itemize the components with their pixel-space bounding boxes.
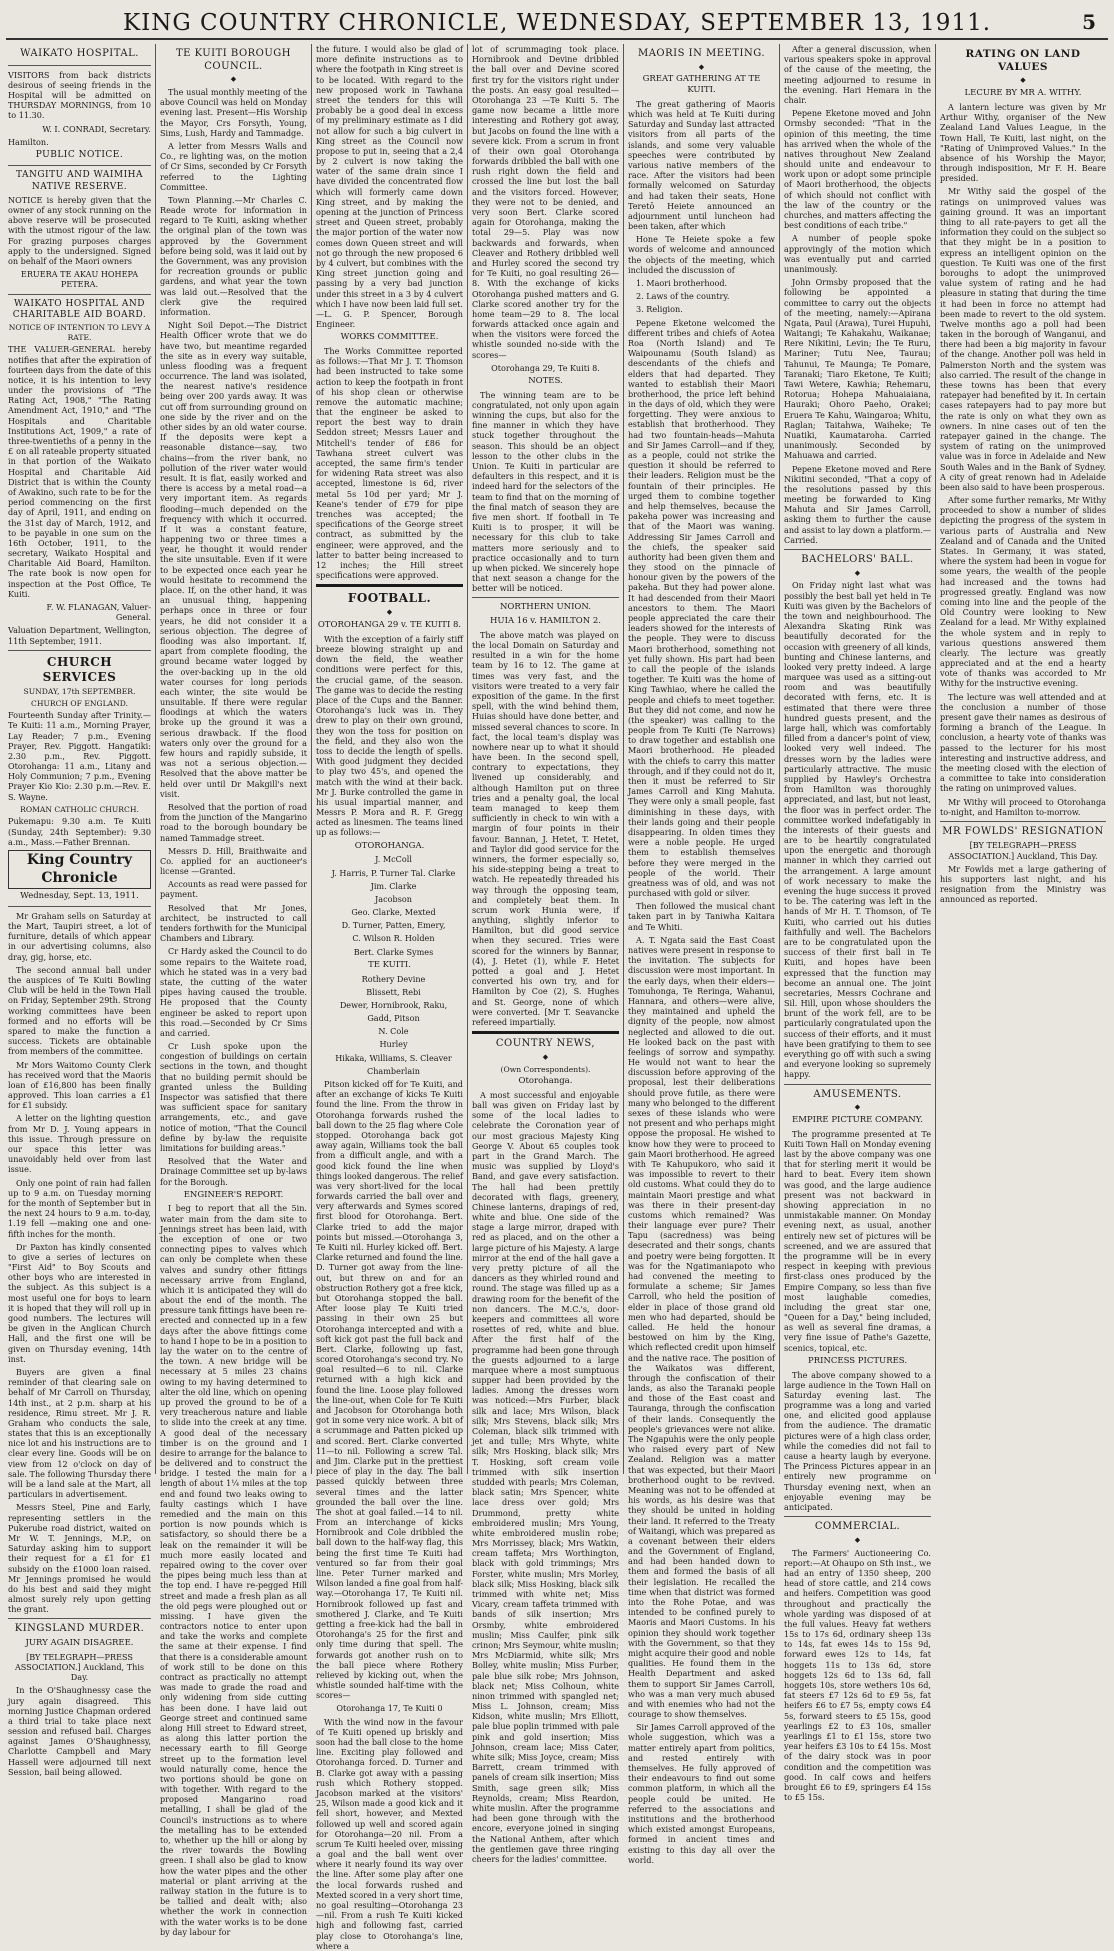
column-3: [316, 44, 463, 1951]
column-2: [160, 44, 307, 1937]
engineer-report-continued: the future. I would also be glad of more definite instructions as to where the footpath in King street is to be located. With regard to the new proposed work in Tawhana street the tenders for this will probably be a good deal in excess of my preliminary estimate as I did not allow for such a big culvert in King street as the Council now propose to put in, seeing that a 2,4 by 2 culvert is now taking the water of the same drain since I have divided the concentrated flow which will formerly came down King street, and by making the opening at the junction of Princess street and Queen street, probably the major portion of the water now comes down Queen street and will not go through the new proposed 6 by 4 culvert, but combines with the King street junction going and passing by a very bad junction under this street in a 3 by 4 culvert which I have now been laid full set.—L. G. P. Spencer, Borough Engineer.: [316, 44, 463, 330]
divider: [784, 1084, 931, 1085]
match-heading: OTOROHANGA 29 v. TE KUITI 8.: [317, 620, 462, 631]
resignation-text: Mr Fowlds met a large gathering of his supporters last night, and his resignation from the Ministry was announced as reported.: [940, 863, 1106, 905]
column-rule: [623, 44, 624, 1474]
maori-list-item: 1. Maori brotherhood.: [636, 278, 728, 288]
column-rule: [311, 44, 312, 1474]
ornament: ◆: [698, 62, 705, 71]
public-notice-heading: PUBLIC NOTICE.: [35, 149, 124, 160]
levy-signature: F. W. FLANAGAN, Valuer-General.: [46, 602, 151, 623]
bachelors-text: On Friday night last what was possibly the best ball yet held in Te Kuiti was given by the Bachelors of the town and neighbourhood. The Alexandra Skating Rink was beautifully decorated for the occasion with greenery of all kinds, bunting and Chinese lanterns, and looked very pretty indeed. A large marquee was used as a sitting-out room and was beautifully decorated with ferns, etc. It is estimated that there were three hundred guests present, and the large hall, which was comfortably filled from a dancer's point of view, looked very well indeed. The dresses worn by the ladies were particularly attractive. The music supplied by Hawley's Orchestra from Hamilton was thoroughly appreciated, and last, but not least, the floor was in perfect order. The committee worked indefatigably in the interests of their guests and are to be heartily congratulated upon the energetic and thorough manner in which they carried out the arrangement. A large amount of work necessary to make the evening the huge success it proved to be. The catering was left in the hands of Mr H. T. Thomson, of Te Kuiti, who carried out his duties faithfully and well. The Bachelors are to be congratulated upon the success of their first ball in Te Kuiti, and hopes have been expressed that the function may become an annual one. The joint secretaries, Messrs Cochrane and Sil. Hill, upon whose shoulders the brunt of the work fell, are to be particularly congratulated upon the success of their efforts, and it must have been gratifying to them to see everything go off with such a swing and everyone looking so supremely happy.: [784, 580, 931, 1080]
levy-heading: NOTICE OF INTENTION TO LEVY A RATE.: [8, 323, 151, 342]
ornament: ◆: [1020, 76, 1026, 85]
team-line: C. Wilson R. Holden: [352, 933, 435, 944]
council-heading: TE KUITI BOROUGH COUNCIL.: [175, 48, 292, 72]
otorohanga-text: A most successful and enjoyable ball was given on Friday last by some of the local ladies to celebrate the Coronation year of our most gracious Majesty King George V. About 65 couples took part in the Grand March. The music was supplied by Lloyd's Band, and gave every satisfaction. The hall had been prettily decorated with flags, greenery, Chinese lanterns, drapings of red, white and blue. One side of the stage a large mirror, draped with red as placed, and on the other a large picture of his Majesty. A large mirror at the end of the hall gave a very pretty picture of all the dancers as they whirled round and round. The stage was filled up as a drawing room for the benefit of the non dancers. The M.C.'s, door-keepers and committees all wore rosettes of red, white and blue. After the first half of the programme had been gone through the guests adjourned to a large marquee where a most sumptuous supper had been provided by the ladies. Among the dresses worn was noticed:—Mrs Furber, black silk and lace; Mrs Wilson, black silk; Mrs Stevens, black silk; Mrs Coleman, black silk trimmed with jet and tulle; Mrs Whyte, white silk; Mrs Hosking, black silk; Mrs T. Hosking, soft cream voile trimmed with silk insertion studded with pearls; Mrs Coleman, black satin; Mrs Spencer, white lace dress over gold; Mrs Drummond, pretty white embroidered muslin; Mrs Young, white embroidered muslin robe; Mrs Morrissey, black; Mrs Watkin, cream taffeta; Mrs Worthington, black with gold trimmings; Mrs Forster, white muslin; Mrs Morley, black silk; Miss Hosking, black silk trimmed with white net; Miss Vicary, cream taffeta trimmed with bands of silk insertion; Mrs Orsmby, white embroidered muslin; Miss Caulfer, pink silk crinon; Mrs Seymour, white muslin; Mrs McDiarmid, white silk; Mrs Bolley, white muslin; Miss Furber, pale blue silk robe; Mrs Johnson, black net; Miss Colhoun, white ninon trimmed with spangled net; Miss L. Johnson, cream; Miss Kidson, white muslin; Mrs Elliott, pale blue poplin trimmed with pale pink and gold insertion; Miss Johnson, cream lace; Miss Cater, white silk; Miss Joyce, cream; Miss Barrett, cream trimmed with panels of cream silk insertion; Miss Smith, sage green silk; Miss Reynolds, cream; Miss Reardon, white muslin. After the programme had been gone through with the encore, everyone joined in singing the National Anthem, after which the gentlemen gave three ringing cheers for the ladies' committee.: [472, 1089, 619, 1864]
maori-list-item: 3. Religion.: [636, 304, 683, 315]
maori-paragraph: Then followed the musical chant taken part in by Taniwha Kaitara and Te Whiti.: [628, 901, 775, 932]
news-paragraph: Only one point of rain had fallen up to 9 a.m. on Tuesday morning for the month of September but in the next 24 hours to 9 a.m. to-day, 1.19 fell —making one and one-fifth inches for the month.: [8, 1177, 151, 1239]
council-paragraph: The usual monthly meeting of the above Council was held on Monday evening last. Present—His Worship the Mayor, Crs Forsyth, Young, Sims, Lush, Hardy and Tammadge.: [160, 87, 307, 138]
column-4: [472, 44, 619, 1864]
column-rule: [155, 44, 156, 1474]
council-paragraph: Cr Lush spoke upon the congestion of buildings on certain sections in the town, and thought that no building permit should be granted unless the Building Inspector was satisfied that there was sufficient space for sanitary arrangements, etc., and gave notice of motion, "That the Council define by by-law the requisite limitations for building areas.": [160, 1041, 307, 1153]
team-line: Chamberlain: [367, 1065, 420, 1076]
hospital-signature: W. I. CONRADI, Secretary.: [42, 123, 151, 134]
notes-heading: NOTES.: [528, 376, 563, 386]
column-1: [8, 44, 151, 1777]
meeting-paragraph: A number of people spoke approvingly of the motion which was eventually put and carried unanimously.: [784, 233, 931, 274]
council-paragraph: Night Soil Depot.—The District Health Officer wrote that we do have two, but meantime regarded the site as in every way suitable, unless flooding was a frequent occurrence. The land was isolated, the nearest native's residence being over 200 yards away. It was cut off from surrounding ground on one side by the river and on the other sides by an old water course. If the deposits were kept a reasonable distance—say, two chains—from the river bank, no pollution of the river water would result. It is flat, easily worked and there is access by a metal road—a very important item. As regards flooding—much depended on the frequency with which it occurred. If it was a constant feature, happening two or three times a year, he thought it would render the site unsuitable. Even if it were to be expected once each year he would hesitate to recommend the place. If, on the other hand, it was an unusual thing, happening perhaps once in three or four years, he did not consider it a serious objection. The degree of flooding was also important. If, apart from complete flooding, the ground became water logged by the over-backing up in the old water courses for long periods each winter, the site would be unsuitable. If there were regular floodings at which the waters broke up the ground it was a serious drawback. If the flood waters only over the ground for a few hours and rapidly subside, it was not a serious objection.—Resolved that the above matter be held over until Dr Makgill's next visit.: [160, 320, 307, 799]
council-paragraph: Messrs D. Hill, Braithwaite and Co. applied for an auctioneer's license —Granted.: [160, 845, 307, 877]
council-paragraph: Resolved that the Water and Drainage Committee set up by-laws for the Borough.: [160, 1156, 307, 1187]
team-line: Jacobson: [375, 893, 412, 904]
rating-paragraph: Mr Withy said the gospel of the ratings on unimproved values was gaining ground. It was an important thing to all rate-payers to get all the information they could on the subject so that they might be in a position to express an intelligent opinion on the question. Te Kuiti was one of the first boroughs to adopt the unimproved value system of rating and he had pleasure in stating that during the time it had been in force no attempt had been made to revert to the old system. Twelve months ago a poll had been taken in the borough of Wanganui, and there had been a big majority in favour of the change. Another poll was held in Palmerston North and the system was also carried. The result of the change in these towns has been that every ratepayer had benefited by it. In certain cases ratepayers had to pay more but the rate is only on what they own as owners. In nine cases out of ten the ratepayer gained in the change. The system of rating on the unimproved value was in force in Adelaide and New South Wales and in the Bank of Sydney. A city of great renown had in Adelaide been also said to have been prosperous.: [940, 186, 1106, 492]
england-heading: CHURCH OF ENGLAND.: [31, 698, 128, 708]
princess-text: The above company showed to a large audience in the Town Hall on Saturday evening last. The programme was a long and varied one, and elicited good applause from the audience. The dramatic pictures were of a high class order, while the comedies did not fail to cause a hearty laugh by everyone. The Princess Pictures appear in an entirely new programme on Thursday evening next, when an enjoyable evening may be anticipated.: [784, 1369, 931, 1512]
ornament: ◆: [542, 1052, 549, 1061]
team-line: N. Cole: [378, 1026, 409, 1037]
empire-heading: EMPIRE PICTURE COMPANY.: [792, 1115, 923, 1125]
council-paragraph: Resolved that Mr Jones, architect, be instructed to call tenders forthwith for the Municipal Chambers and Library.: [160, 902, 307, 944]
team-line: Gadd, Pitson: [367, 1013, 420, 1024]
divider: [472, 597, 619, 598]
jury-text: In the O'Shaughnessy case the jury again disagreed. This morning Justice Chapman ordered a third trial to take place next session and refused bail. Charges against James O'Shaughnessy, Charlotte Campbell and Mary Hassell were adjourned till next Session, bail being allowed.: [8, 1685, 151, 1777]
catholic-text: Pukemapu: 9.30 a.m. Te Kuiti (Sunday, 24th September): 9.30 a.m., Mass.—Father Brennan.: [8, 816, 151, 847]
union-report: The above match was played on the local Domain on Saturday and resulted in a win for the home team by 16 to 12. The game at times was very fast, and the visitors were treated to a very fair exposition of the game. In the first spell, with the wind behind them, Huias should have done better, and missed several chances to score. In fact, the local team's display was nowhere near up to what it should have been. In the second spell, contrary to expectations, they livened up considerably, and although Hamilton put on three tries and a penalty goal, the local team managed to keep them sufficiently in check to win with a margin of four points in their favour. Bannan, J. Hetet, T. Hetet, and Taylor did good service for the winners, the former especially so, his side-stepping being a treat to watch. He repeatedly threaded his way through the opposing team, and completely beat them. In scrum work Hunia were, if anything, slightly inferior to Hamilton, but did good service when they secured. Tries were scored for the winners by Bannar, (4), J. Hetet (1), while F. Hetet potted a goal and J. Hetet converted his own try, and for Hamilton by Coe (2), S. Hughes and St. George, none of which were converted. [Mr T. Seavancke refereed impartially.: [472, 629, 619, 1027]
news-paragraph: A letter on the lighting question from Mr D. J. Young appears in this issue. Through pressure on our space this letter was unavoidably held over from last issue.: [8, 1113, 151, 1175]
match-report: Pitson kicked off for Te Kuiti, and after an exchange of kicks Te Kuiti found the line. From the throw in Otorohanga forwards rushed the ball down to the 25 flag where Cole stopped. Otorohanga back got away again, Williams took the ball from a difficult angle, and with a good kick found the line when things looked dangerous. The relief was very short-lived for the local forwards carried the ball over and very afterwards and Symes scored first blood for Otorohanga. Bert. Clarke tried to add the major points but missed.—Otorohanga 3, Te Kuiti nil. Hurley kicked off. Bert. Clarke returned and found the line. D. Turner got away from the line-out, but threw on and for an obstruction Rothery got a free kick, but Otorohanga stopped the ball. After loose play Te Kuiti tried passing in their own 25 but Otorohanga intercepted and with a soft kick got past the full back and Bert. Clarke, following up fast, scored Otorohanga's second try. No goal resulted—6 to nil. Clarke returned with a high kick and found the line. Loose play followed the line-out, when Cole for Te Kuiti and Jacobson for Otorohanga both got in some very nice work. A bit of a scrummage and Patten picked up and scored. Bert. Clarke converted 11—to nil. Following a screw Tal. and Jim. Clarke put in the prettiest piece of play in the day. The ball passed quickly between three several times and the latter grounded the ball over the line. The shot at goal failed.—14 to nil. From an interchange of kicks Hornibrook and Cole dribbled the ball down to the half-way flag, this being the first time Te Kuiti had ventured so far from their goal line. Peter Turner marked and Wilson landed a fine goal from half-way.—Otorohanga 17, Te Kuiti nil. Hornibrook followed up fast and smothered J. Clarke, and Te Kuiti getting a free-kick had the ball in Otorohanga's 25 for the first and only time during that spell. The forwards got another rush on to the ball piece where Rothery relieved by kicking out, when the whistle sounded half-time with the scores—: [316, 1079, 463, 1701]
maori-paragraph: Hone Te Heiete spoke a few words of welcome and announced the objects of the meeting, which included the discussion of: [628, 234, 775, 275]
hospital-place: Hamilton.: [8, 136, 49, 147]
team-line: J. Harris, P. Turner Tal. Clarke: [331, 867, 456, 878]
news-paragraph: Dr Paxton has kindly consented to give a series of lectures on "First Aid" to Boy Scouts and other boys who are interested in the subject. As this subject is a most useful one for boys to learn it is hoped that they will roll up in good numbers. The lectures will be given in the Anglican Church Hall, and the first one will be given on Thursday evening, 14th inst.: [8, 1241, 151, 1364]
rating-paragraph: The lecture was well attended and at the conclusion a number of those present gave their names as desirous of forming a branch of the League. In conclusion, a hearty vote of thanks was passed to the lecturer for his most interesting and instructive address, and the meeting closed with the election of a committee to take into consideration the rating on unimproved values.: [940, 691, 1106, 794]
paper-name: King Country Chronicle: [8, 850, 151, 889]
princess-heading: PRINCESS PICTURES.: [807, 1355, 908, 1366]
engineer-heading: ENGINEER'S REPORT.: [183, 1189, 284, 1200]
resignation-byline: [BY TELEGRAPH—PRESS ASSOCIATION.] Auckland, This Day.: [948, 840, 1098, 861]
news-paragraph: Mr Graham sells on Saturday at the Mart, Taupiri street, a lot of furniture, details of which appear in our advertising columns, also dray, gig, horse, etc.: [8, 910, 151, 962]
union-match-heading: HUIA 16 v. HAMILTON 2.: [490, 616, 601, 627]
divider: [8, 650, 151, 651]
tangitu-signature: ERUERA TE AKAU HOHEPA PETERA.: [20, 269, 139, 290]
church-date: SUNDAY, 17th SEPTEMBER.: [23, 687, 136, 697]
maori-paragraph: A. T. Ngata said the East Coast natives were present in response to the invitation. The subjects for discussion were most important. In the early days, when their elders—Tomuhonga, Te Reringa, Wahanui, Hannara, and others—were alive, they maintained and upheld the dignity of the people, now almost neglected and allowed to die out. He looked back on the past with feelings of sorrow and sympathy. He would not want to hear the discussion before approving of the proposal, lest their deliberations should prove futile, as there were many who belonged to the different sexes of these islands who were not present and who perhaps might oppose the proposal. He wished to know how they were to proceed to gain Maori brotherhood. He agreed with Te Kahupukoro, who said it was impossible to revert to their old customs. What could they do to maintain Maori prestige and what was there in their present-day customs which remained? Was their language ever pure? Their Tapu (sacredness) was being desecrated and their songs, chants and poetry were being forgotten. It was for the Ngatimaniapoto who had convened the meeting to formulate a scheme; Sir James Carroll, who held the position of elder in place of those grand old men who had departed, should be called. He held the honour bestowed on him by the King, which reflected credit upon himself and the native race. The position of the Waikatos was different, through the confiscation of their lands, as also the Taranaki people and those of the East coast and Tauranga, through the confiscation of their lands. Consequently the people's grievances were not alike. The Ngapuhis were the only people who raised every part of New Zealand. Religion was a matter that was expected, but their Maori brotherhood ought to be revived. Meaning was not to be offended at his words, as his desire was that they should be united in holding their land. It referred to the Treaty of Waitangi, which was prepared as a covenant between their elders and the Government of England, and had been handed down to them and formed the basis of all their legislation. He recalled the time when that district was formed into the Rohe Potae, and was intended to be confined purely to Maoris and Maori Customs. In his opinion they should work together with the Government, so that they might acquire their good and noble qualities. He found them in the Health Department and asked them to support Sir James Carroll, who was a man very much abused and with enemies who had not the courage to show themselves.: [628, 934, 775, 1720]
catholic-heading: ROMAN CATHOLIC CHURCH.: [20, 804, 139, 814]
team-line: Jim. Clarke: [370, 880, 417, 891]
jury-heading: JURY AGAIN DISAGREE.: [25, 1638, 134, 1649]
amusements-heading: AMUSEMENTS.: [813, 1088, 902, 1100]
column-rule: [935, 44, 936, 1474]
team-line: Rothery Devine: [361, 973, 426, 984]
team-line: Bert. Clarke Symes: [353, 946, 434, 957]
works-heading: WORKS COMMITTEE.: [340, 332, 439, 343]
tangitu-heading: TANGITU AND WAIMIHA NATIVE RESERVE.: [15, 170, 143, 192]
england-text: Fourteenth Sunday after Trinity.—Te Kuiti: 11 a.m., Morning Prayer, Lay Reader; 7 p.m., Evening Prayer, Rev. Piggott. Hangatiki: 2.30 p.m., Rev. Piggott. Otorohanga: 11 a.m., Litany and Holy Communion; 7 p.m., Evening Prayer Kio Kio: 2.30 p.m.—Rev. E. S. Wayne.: [8, 710, 151, 802]
council-paragraph: A letter from Messrs Walls and Co., re lighting was, on the motion of Cr Sims, seconded by Cr Forsyth referred to the Lighting Committee.: [160, 140, 307, 192]
column-7: [940, 44, 1106, 1474]
match-report-continued: lot of scrummaging took place. Hornibrook and Devine dribbled the ball over and Devine scored first try for the visitors right under the posts. An easy goal resulted—Otorohanga 23 —Te Kuiti 5. The game now became a little more interesting and Rothery got away, but Jacobs on found the line with a severe kick. From a scrum in front of their own goal Otorohanga forwards dribbled the ball with one rush right down the field and crossed the line but lost the ball and the visitors forced. However, they were not to be denied, and very soon Bert. Clarke scored again for Otorohanga, making the total 29—5. Play was now backwards and forwards, when Cleaver and Rothery dribbled well and Hurley scored the second try for Te Kuiti, no goal resulting 26—8. With the exchange of kicks Otorohanga pushed matters and G. Clarke scored another try for the home team—29 to 8. The local forwards attacked once again and when the visitors were forced the whistle sounded no-side with the scores—: [472, 44, 619, 360]
otorohanga-team-heading: OTOROHANGA.: [354, 840, 425, 851]
section-rule: [472, 1031, 619, 1034]
meeting-paragraph: Pepene Eketone moved and John Ormsby seconded: "That in the opinion of this meeting, the time has arrived when the whole of the natives throughout New Zealand should unite and endeavour to work upon or adopt some principle of Maori brotherhood, the objects of which should not conflict with the law of the country or the churches, and matters affecting the best conditions of each tribe.": [784, 108, 931, 231]
levy-place: Valuation Department, Wellington, 11th September, 1911.: [8, 625, 151, 646]
ornament: ◆: [854, 568, 861, 577]
charitable-heading: WAIKATO HOSPITAL AND CHARITABLE AID BOARD.: [12, 298, 147, 320]
paper-date: Wednesday, Sept. 13, 1911.: [20, 891, 139, 902]
hospital-heading: WAIKATO HOSPITAL.: [20, 48, 139, 59]
bachelors-heading: BACHELORS' BALL.: [801, 554, 914, 565]
meeting-paragraph: After a general discussion, when various speakers spoke in approval of the cause of the meeting, the meeting adjourned to resume in the evening. Hari Hemara in the chair.: [784, 44, 931, 105]
masthead-rule: [6, 38, 1108, 40]
divider: [8, 1618, 151, 1619]
divider: [8, 165, 151, 166]
council-paragraph: Cr Hardy asked the Council to do some repairs to the Waitete road, which he stated was in a very bad state, the cutting of the water pipes having caused the trouble. He proposed that the County engineer be asked to report upon this road.—Seconded by Cr Sims and carried.: [160, 946, 307, 1038]
maori-list-item: 2. Laws of the country.: [636, 291, 730, 302]
divider: [8, 65, 151, 66]
meeting-paragraph: Pepene Eketone moved and Rere Nikitini seconded, "That a copy of the resolutions passed by this meeting be forwarded to King Mahuta and Sir James Carroll, asking them to further the cause and assist to lay down a platform.—Carried.: [784, 463, 931, 545]
notes-text: The winning team are to be congratulated, not only upon again winning the cups, but also for the fine manner in which they have stuck together throughout the season. This should be an object lesson to the other clubs in the Union. Te Kuiti in particular are defaulters in this respect, and it is indeed hard for the selectors of the team to find that on the morning of the final match of season they are five men short. If football in Te Kuiti is to prosper, it will be necessary for this club to take matters more seriously and to practice occasionally and to turn up when picked. We sincerely hope that next season a change for the better will be noticed.: [472, 389, 619, 594]
divider: [784, 549, 931, 550]
section-rule: [316, 584, 463, 587]
team-line: Geo. Clarke, Mexted: [351, 907, 436, 918]
rating-paragraph: After some further remarks, Mr Withy proceeded to show a number of slides depicting the progress of the system in various parts of Australia and New Zealand and of Canada and the United States. In Germany, it was stated, where the system had been in vogue for some years, the wealth of the people had increased and the towns had progressed greatly. England was now coming into line and the people of the Old Country were looking to New Zealand for a lead. Mr Withy explained the whole system and in reply to various questions answered them clearly. The lecture was greatly appreciated and at the end a hearty vote of thanks was accorded to Mr Withy for the instructive evening.: [940, 495, 1106, 689]
te-kuiti-team-heading: TE KUITI.: [368, 959, 411, 970]
second-half-report: With the wind now in the favour of Te Kuiti opened up briskly and soon had the ball close to the home line. Exciting play followed and Otorohanga forced. D. Turner and B. Clarke got away with a passing rush which Rothery stopped. Jacobson marked at the visitors' 25, Wilson made a good kick and it fell short, however, and Mexted followed up well and scored again for Otorohanga—20 nil. From a scrum Te Kuiti heeled over, missing a goal and the ball went over where it nearly found its way over the line. After some play after one the local forwards rushed and Mexted scored in a very short time, no goal resulting—Otorohanga 23—nil. From a rush Te Kuiti kicked high and following fast, carried play close to Otorohanga's line, where a: [316, 1716, 463, 1951]
hospital-text: VISITORS from back districts desirous of seeing friends in the Hospital will be admitted on THURSDAY MORNINGS, from 10 to 11.30.: [8, 69, 151, 121]
maori-paragraph: The great gathering of Maoris which was held at Te Kuiti during Saturday and Sunday last attracted visitors from all parts of the islands, and some very valuable speeches were contributed by various native members of the race. After the visitors had been formally welcomed on Saturday and had taken their seats, Hone Teretō Heiete announced an adjournment until luncheon had been taken, after which: [628, 98, 775, 232]
column-rule: [467, 44, 468, 1474]
halftime-score: Otorohanga 17, Te Kuiti 0: [336, 1703, 443, 1714]
levy-text: THE VALUER-GENERAL hereby notifies that after the expiration of fourteen days from the date of this notice, it is his intention to levy under the provisions of "The Rating Act, 1908," "The Rating Amendment Act, 1910," and "The Hospitals and Charitable Institutions Act, 1909," a rate of three-twentieths of a penny in the £ on all rateable property situated in that portion of the Waikato Hospital and Charitable Aid District that is within the County of Awakino, such rate to be for the period commencing on the first day of April, 1911, and ending on the 31st day of March, 1912, and to be payable in one sum on the 16th October, 1911, to the secretary, Waikato Hospital and Charitable Aid Board, Hamilton. The rate book is now open for inspection at the Post Office, Te Kuiti.: [8, 344, 151, 599]
rating-heading: RATING ON LAND VALUES: [965, 48, 1081, 74]
resignation-heading: MR FOWLDS' RESIGNATION: [942, 825, 1104, 837]
country-news-heading: COUNTRY NEWS,: [495, 1038, 596, 1050]
ornament: ◆: [854, 1103, 861, 1112]
team-line: Blissett, Rebi: [366, 986, 421, 997]
works-text: The Works Committee reported as follows:—That Mr J. T. Thomson had been instructed to take some action to keep the footpath in front of his shop clean or otherwise remove the automatic machine; that the engineer be asked to report the best way to drain Seddon street; Messrs Lauer and Mitchell's tender of £86 for Tawhana street culvert was accepted, the same firm's tender for widening Rata street was also accepted, limestone is 6d, river metal 5s 10d per yard; Mr J. Keane's tender of £79 for pipe trenches was accepted; the specifications of the George street contract, as submitted by the engineer, were approved, and the latter to batter being increased to 12 inches; the Hill street specifications were approved.: [316, 345, 463, 581]
country-news-sub: (Own Correspondents).: [500, 1064, 591, 1074]
final-score: Otorohanga 29, Te Kuiti 8.: [491, 362, 600, 373]
divider: [940, 821, 1106, 822]
otorohanga-heading: Otorohanga.: [518, 1076, 573, 1087]
news-paragraph: The second annual ball under the auspices of Te Kuiti Bowling Club will be held in the Town Hall on Friday, September 29th. Strong working committees have been formed and no efforts will be spared to make the function a success. Tickets are obtainable from members of the committee.: [8, 964, 151, 1057]
council-paragraph: Resolved that the portion of road from the junction of the Mangarino road to the borough boundary be named Tammadge street.: [160, 801, 307, 843]
masthead: [0, 0, 1114, 40]
news-paragraph: Messrs Steel, Pine and Early, representing settlers in the Pukerube road district, waited on Mr W. T. Jennings, M.P., on Saturday asking him to support their request for a £1 for £1 subsidy on the £1000 loan raised. Mr Jennings promised he would do his best and said they might almost surely rely upon getting the grant.: [8, 1502, 151, 1615]
jury-byline: [BY TELEGRAPH—PRESS ASSOCIATION.] Auckland, This Day.: [14, 1651, 145, 1683]
commercial-text: The Farmers' Auctioneering Co. report:—At Ohaupo on Sth inst., we had an entry of 1350 sheep, 200 head of store cattle, and 214 cows and heifers. Competition was good throughout and practically the whole yarding was disposed of at the full values. Heavy fat wethers 15s to 17s 6d, ordinary sheep 13s to 14s, fat ewes 14s to 15s 9d, forward ewes 12s to 14s, fat hoggets 11s to 13s 6d, store hoggets 12s 6d to 13s 6d, fall hoggets 10s, store wethers 10s 6d, fat steers £7 12s 6d to £9 5s, fat heifers £6 to £7 5s, empty cows £4 5s, forward steers to £5 15s, good yearlings £2 to £3 10s, smaller yearlings £1 to £1 15s, store two year heifers £3 10s to £4 15s. Most of the dairy stock was in poor condition and the competition was good. In calf cows and heifers brought £6 to £9, springers £4 15s to £5 15s.: [784, 1547, 931, 1803]
page-number: 5: [1082, 10, 1096, 34]
engineer-report: I beg to report that all the 5in. water main from the dam site to Jennings street has been laid, with the exception of one or two connecting pipes to valves which can only be complete when these valves and sundry other fittings necessary arrive from England, which it is anticipated they will do about the end of the month. The pressure tank fittings have been re-erected and connected up in a few days after the above fittings come to hand I hope to be in a position to lay the water on to the centre of the town. A new bridge will be necessary at 5 miles 23 chains owing to my having determined to alter the old line, which on opening up proved the ground to be of a very treacherous nature and liable to slide into the creek at any time. A good deal of the necessary timber is on the ground and I desire to arrange for the balance to be delivered and to construct the bridge. I tested the main for a length of about 1¼ miles at the top end and found two leaks owing to faulty castings which I have remedied and the main on this portion is now pounds which is satisfactory, so should there be a leak on the remainder it will be much more easily located and repaired owing to the cover over the pipes being much less than at the top end. I have re-pegged Hill street and made a fresh plan as all the old pegs were ploughed out or missing. I have given the contractors notice to enter upon and take the works and complete the same at their expense. I find that there is a considerable amount of work still to be done on this contract as practically no attempt was made to grade the road and only widening from side cutting has been done. I have laid out George street and continued same along Hill street to Edward street, as along this latter portion the necessary earth to fill George street up to the formation level would naturally come, hence the two portions should be gone on with together. With regard to the proposed Mangarino road metalling, I shall be glad of the Council's instructions as to where the metalling has to be extended to, whether up the hill or along by the river towards the Bowling green. I shall also be glad to know how the water pipes and the other material or plant arriving at the railway station in the future is to be tallied and dealt with; also whether the work in connection with the water works is to be done by day labour for: [160, 1203, 307, 1937]
maori-paragraph: Pepene Eketone welcomed the different tribes and chiefs of Aotea Roa (North Island) and Te Waipounamu (South Island) as descendants of the chiefs and elders that had departed. They wanted to establish their Maori brotherhood, the price left behind in the days of old, which they were forgetting. They were anxious to establish that brotherhood. They had two fountain-heads—Mahuta and Sir James Carroll—and if they, as a people, could not strike the question it should be referred to their leaders. Religion must be the fountain of their principles. He urged them to combine together and help themselves, because the pakeha power was increasing and that of the Maori was waning. Addressing Sir James Carroll and the chiefs, the speaker said authority had been given them and they stood on the pinnacle of honour given by the powers of the pakeha. But they had power alone. It had descended from their Maori ancestors to them. The Maori people appreciated the care their leaders showed for the interests of the people. They were to discuss Maori brotherhood, something not yet fully shown. His part had been to call the people of the islands together. Te Kuiti was the home of King Tawhiao, where he called the people and chiefs to meet together. But they did not come, and now he (the speaker) was calling to the people from Te Kuiti (Te Narrows) to draw together and establish one Maori brotherhood. He pleaded with the chiefs to carry this matter through, and if they could not do it, then it must be referred to Sir James Carroll and King Mahuta. They were only a small people, fast diminishing in these days, with their lands going and their people disappearing. In olden times they were a noble people. He urged them to establish themselves before they were merged in the people of the world. Their greatness was of old, and was not purchased with gold or silver.: [628, 317, 775, 899]
rating-paragraph: A lantern lecture was given by Mr Arthur Withy, organiser of the New Zealand Land Values League, in the Town Hall, Te Kuiti, last night, on the "Rating of Unimproved Values." In the absence of his Worship the Mayor, through indisposition, Mr F. H. Beare presided.: [940, 101, 1106, 184]
tangitu-text: NOTICE is hereby given that the owner of any stock running on the above reserve will be prosecuted with the utmost rigour of the law. For grazing purposes charges apply to the undersigned. Signed on behalf of the Maori owners: [8, 194, 151, 267]
commercial-heading: COMMERCIAL.: [814, 1521, 901, 1533]
maori-paragraph: Sir James Carroll approved of the whole suggestion, which was a matter entirely apart from politics, and rested entirely with themselves. He fully approved of their endeavours to find out some common platform, in which all the people could be united. He referred to the associations and institutions and the brotherhood which existed amongst Europeans, formed in ancient times and existing to this day all over the world.: [628, 1722, 775, 1865]
news-paragraph: Mr Mors Waitomo County Clerk has received word that the Maoris loan of £16,800 has been finally approved. This loan carries a £1 for £1 subsidy.: [8, 1059, 151, 1111]
empire-text: The programme presented at Te Kuiti Town Hall on Monday evening last by the above company was one that for sterling merit it would be hard to beat. Every item shown was good, and the large audience present was not backward in showing appreciation in no unmistakable manner. On Monday evening next, as usual, another entirely new set of pictures will be screened, and we are assured that the programme will be in every respect in keeping with previous first-class ones produced by the Empire Company, so less than five most laughable comedies, including the great star one, "Queen for a Day," being included, as well as several fine dramas, a very fine issue of Pathe's Gazette, scenics, topical, etc.: [784, 1128, 931, 1353]
column-6: [784, 44, 931, 1803]
ornament: ◆: [386, 608, 393, 617]
ornament: ◆: [854, 1535, 861, 1544]
team-line: Dewer, Hornibrook, Raku,: [339, 999, 448, 1010]
team-line: Hurley: [379, 1039, 408, 1050]
church-services-heading: CHURCH SERVICES: [42, 654, 117, 684]
column-rule: [779, 44, 780, 1474]
divider: [8, 906, 151, 907]
team-line: Hikaka, Williams, S. Cleaver: [335, 1052, 452, 1063]
masthead-title: KING COUNTRY CHRONICLE, WEDNESDAY, SEPTEMBER 13, 1911.: [122, 10, 992, 36]
column-5: [628, 44, 775, 1865]
team-line: D. Turner, Patten, Emery,: [341, 920, 446, 931]
ornament: ◆: [230, 75, 237, 84]
northern-union-heading: NORTHERN UNION.: [499, 602, 591, 613]
rating-sub: LECURE BY MR A. WITHY.: [964, 88, 1082, 99]
council-paragraph: Accounts as read were passed for payment.: [160, 879, 307, 900]
football-heading: FOOTBALL.: [347, 591, 432, 606]
maori-meeting-sub: GREAT GATHERING AT TE KUITI.: [642, 74, 761, 96]
council-paragraph: Town Planning.—Mr Charles C. Reade wrote for information in regard to Te Kuiti, asking whether the original plan of the town was approved by the Government before being sold, was it laid out by the Government, was any provision for recreation grounds or public gardens, and what year the town was laid out.—Resolved that the clerk give the required information.: [160, 194, 307, 317]
divider: [784, 1516, 931, 1517]
match-paragraph: With the exception of a fairly stiff breeze blowing straight up and down the field, the weather conditions were perfect for this, the crucial game, of the season. The game was to decide the resting place of the Cups and the Banner. Otorohanga's luck was in. They drew to play on their own ground, they won the toss for position on the field, and they also won the toss to decide the length of spells. With good judgment they decided to play two 45's, and opened the match with the wind at their back. Mr J. Burke controlled the game in his usual impartial manner, and Messrs P. Mora and R. F. Gregg acted as linesmen. The teams lined up as follows:—: [316, 633, 463, 838]
meeting-paragraph: John Ormsby proposed that the following be appointed a committee to carry out the objects of the meeting, namely:—Apirana Ngata, Paul (Arawa), Turei Hupuhi, Waitangi; Te Kahakahu, Waikanae; Rere Nikitini, Levin; Ihe Te Ruru, Mariner; Tutu Nee, Taurau; Tahunui, Te Maunga; Te Pomare, Taranaki; Tiaro Eketone, Te Kuiti; Tawi Wetere, Kawhia; Rehemaru, Rotorua; Hohepa Mahuaiaiana, Hauraki; Ohoro Paeho, Orakei; Eruera Te Kahu, Waingaroa; Whitu, Raglan; Taitahwa, Waiheke; Te Nuatiki, Kaumataroha. Carried unanimously. Seconded by Mahuawa and carried.: [784, 277, 931, 461]
kingsland-heading: KINGSLAND MURDER.: [14, 1623, 145, 1635]
divider: [8, 294, 151, 295]
news-paragraph: Buyers are given a final reminder of that clearing sale on behalf of Mr Carroll on Thursday, 14th inst., at 2 p.m. sharp at his residence, Rimu street. Mr J. R. Graham who conducts the sale, states that this is an exceptionally nice lot and his instructions are to clear every line. Goods will be on view from 12 o'clock on day of sale. The following Thursday there will be a land sale at the Mart, all particulars in advertisement.: [8, 1366, 151, 1500]
rating-paragraph: Mr Withy will proceed to Otorohanga to-night, and Hamilton to-morrow.: [940, 796, 1106, 817]
team-line: J. McColl: [375, 854, 412, 865]
maori-meeting-heading: MAORIS IN MEETING.: [637, 48, 766, 59]
